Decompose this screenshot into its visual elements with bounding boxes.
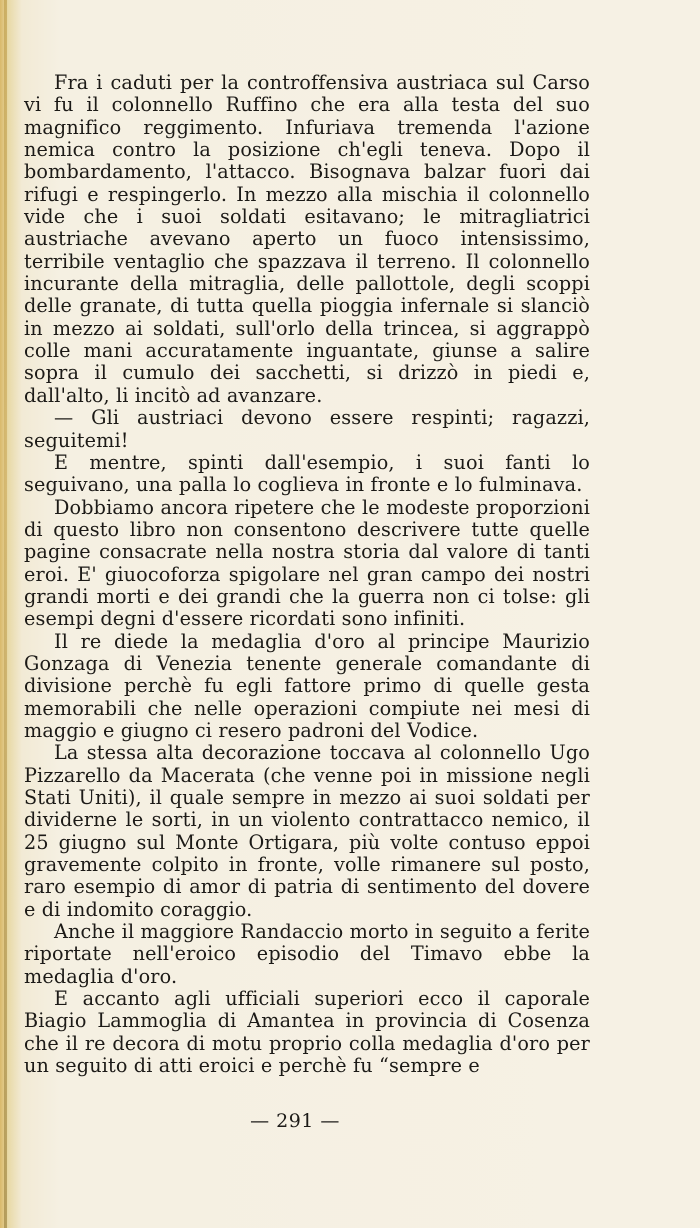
paragraph-proporzioni: Dobbiamo ancora ripetere che le modeste proporzioni di questo libro non consentono descrivere tutte quelle pagine consacrate nella nostra storia dal valore di tanti eroi. E' giuocoforza spigolare nel gran campo dei nostri grandi morti e dei grandi che la guerra non ci tolse: gli esempi degni d'essere ricordati sono infiniti.: [24, 495, 590, 631]
paragraph-pizzarello: La stessa alta decorazione toccava al colonnello Ugo Pizzarello da Macerata (che venne poi in missione negli Stati Uniti), il quale sempre in mezzo ai suoi soldati per dividerne le sorti, in un violento contrattacco nemico, il 25 giugno sul Monte Ortigara, più volte contuso eppoi gravemente colpito in fronte, volle rimanere sul posto, raro esempio di amor di patria di sentimento del dovere e di indomito coraggio.: [24, 741, 590, 921]
paragraph-gonzaga: Il re diede la medaglia d'oro al principe Maurizio Gonzaga di Venezia tenente generale comandante di divisione perchè fu egli fattore primo di quelle gesta memorabili che nelle operazioni compiute nei mesi di maggio e giugno ci resero padroni del Vodice.: [24, 629, 590, 742]
paragraph-quote: — Gli austriaci devono essere respinti; ragazzi, seguitemi!: [24, 406, 590, 452]
page-number: — 291 —: [250, 1110, 340, 1132]
paragraph-ruffino: Fra i caduti per la controffensiva austriaca sul Carso vi fu il colonnello Ruffino che era alla testa del suo magnifico reggimento. Infuriava tremenda l'azione nemica contro la posizione ch'egli teneva. Dopo il bombardamento, l'attacco. Bisognava balzar fuori dai rifugi e respingerlo. In mezzo alla mischia il colonnello vide che i suoi soldati esitavano; le mitragliatrici austriache avevano aperto un fuoco intensissimo, terribile ventaglio che spazzava il terreno. Il colonnello incurante della mitraglia, delle pallottole, degli scoppi delle granate, di tutta quella pioggia infernale si slanciò in mezzo ai soldati, sull'orlo della trincea, si aggrappò colle mani accuratamente inguantate, giunse a salire sopra il cumulo dei sacchetti, si drizzò in piedi e, dall'alto, li incitò ad avanzare.: [24, 71, 590, 407]
page-gutter-edge: [4, 0, 7, 1228]
paragraph-randaccio: Anche il maggiore Randaccio morto in seguito a ferite riportate nell'eroico episodio del Timavo ebbe la medaglia d'oro.: [24, 920, 590, 988]
body-text: [24, 72, 590, 1077]
paragraph-lammoglia: E accanto agli ufficiali superiori ecco il caporale Biagio Lammoglia di Amantea in provincia di Cosenza che il re decora di motu proprio colla medaglia d'oro per un seguito di atti eroici e perchè fu “sempre e: [24, 987, 590, 1078]
paragraph-palla: E mentre, spinti dall'esempio, i suoi fanti lo seguivano, una palla lo coglieva in fronte e lo fulminava.: [24, 450, 590, 497]
